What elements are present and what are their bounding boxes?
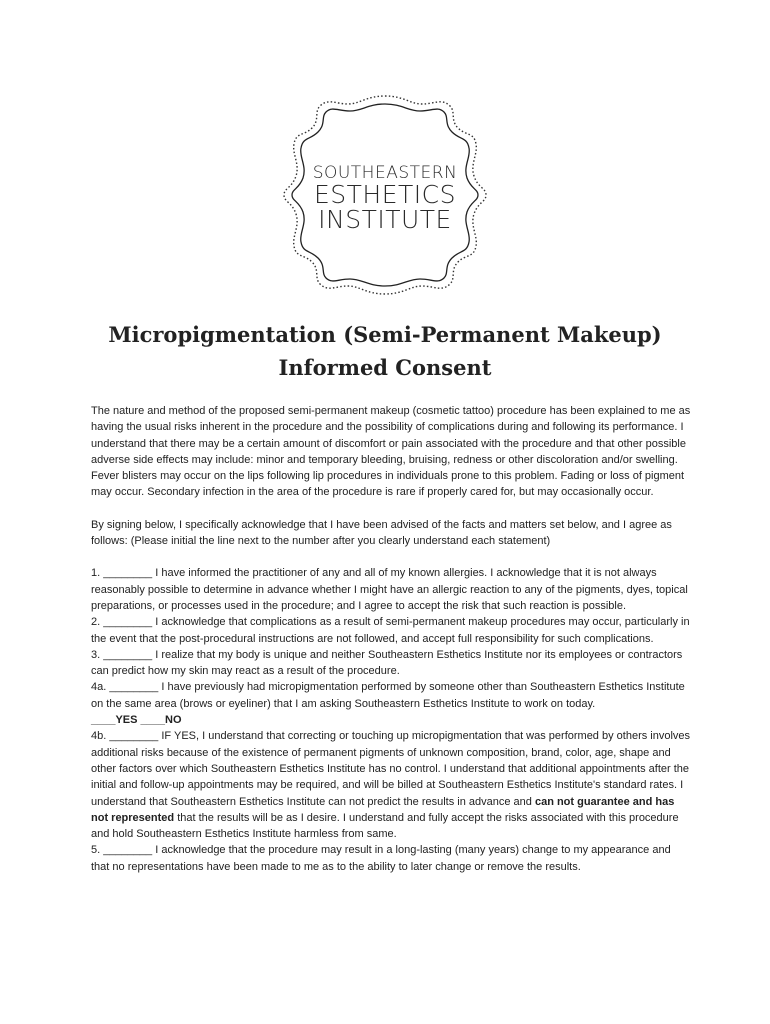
- intro-paragraph: The nature and method of the proposed semi-permanent makeup (cosmetic tattoo) procedure has been explained to me as having the usual risks inherent in the procedure and the possibility of complications during and following its performance. I understand that there may be a certain amount of discomfort or pain associated with the procedure and that other possible adverse side effects may include: minor and temporary bleeding, bruising, redness or other discoloration and/or swelling. Fever blisters may occur on the lips following lip procedures in individuals prone to this problem. Fading or loss of pigment may occur. Secondary infection in the area of the procedure is rare if properly cared for, but may occasionally occur.: [91, 405, 691, 499]
- logo-line-esthetics: ESTHETICS: [314, 180, 456, 209]
- statement-2: 2. ________ I acknowledge that complications as a result of semi-permanent makeup procedures may occur, particularly in the event that the post-procedural instructions are not followed, and accept full responsibility for such complications.: [91, 616, 690, 645]
- logo-line-institute: INSTITUTE: [318, 205, 452, 234]
- statement-4b-emphasis: can not guarantee and has not represented: [91, 795, 675, 824]
- document-title: Micropigmentation (Semi-Permanent Makeup): [108, 322, 662, 347]
- acknowledge-paragraph: By signing below, I specifically acknowledge that I have been advised of the facts and matters set below, and I agree as follows: (Please initial the line next to the number after you clearly understand each statement): [91, 518, 672, 548]
- statement-4a: 4a. ________ I have previously had micropigmentation performed by someone other than Southeastern Esthetics Institute on the same area (brows or eyeliner) that I am asking Southeastern Esthetics Institute to work on today.: [91, 681, 685, 710]
- statement-4b-text-end: that the results will be as I desire. I understand and fully accept the risks associated with this procedure and hold Southeastern Esthetics Institute harmless from same.: [91, 811, 679, 841]
- statement-1: 1. ________ I have informed the practitioner of any and all of my known allergies. I acknowledge that it is not always reasonably possible to determine in advance whether I might have an allergic reaction to any of the pigments, dyes, topical preparations, or processes used in the procedure; and I agree to accept the risk that such reaction is possible.: [91, 567, 688, 612]
- document-subtitle: Informed Consent: [278, 355, 492, 380]
- logo-line-southeastern: SOUTHEASTERN: [312, 163, 458, 183]
- yes-no-choice[interactable]: ____YES ____NO: [91, 714, 182, 727]
- statement-3: 3. ________ I realize that my body is unique and neither Southeastern Esthetics Institute nor its employees or contractors can predict how my skin may react as a result of the procedure.: [91, 648, 683, 678]
- statement-5: 5. ________ I acknowledge that the procedure may result in a long-lasting (many years) change to my appearance and that no representations have been made to me as to the ability to later change or remove the results.: [91, 844, 671, 873]
- consent-body: [91, 403, 691, 875]
- institute-logo: [282, 92, 488, 298]
- statement-4b: [91, 728, 691, 842]
- statement-4b-text: 4b. ________ IF YES, I understand that correcting or touching up micropigmentation that was performed by others involves additional risks because of the existence of permanent pigments of unknown composition, brand, color, age, shape and other factors over which Southeastern Esthetics Institute has no control. I understand that additional appointments after the initial and follow-up appointments may be required, and will be billed at Southeastern Esthetics Institute's standard rates. I understand that Southeastern Esthetics Institute can not predict the results in advance and: [91, 730, 691, 808]
